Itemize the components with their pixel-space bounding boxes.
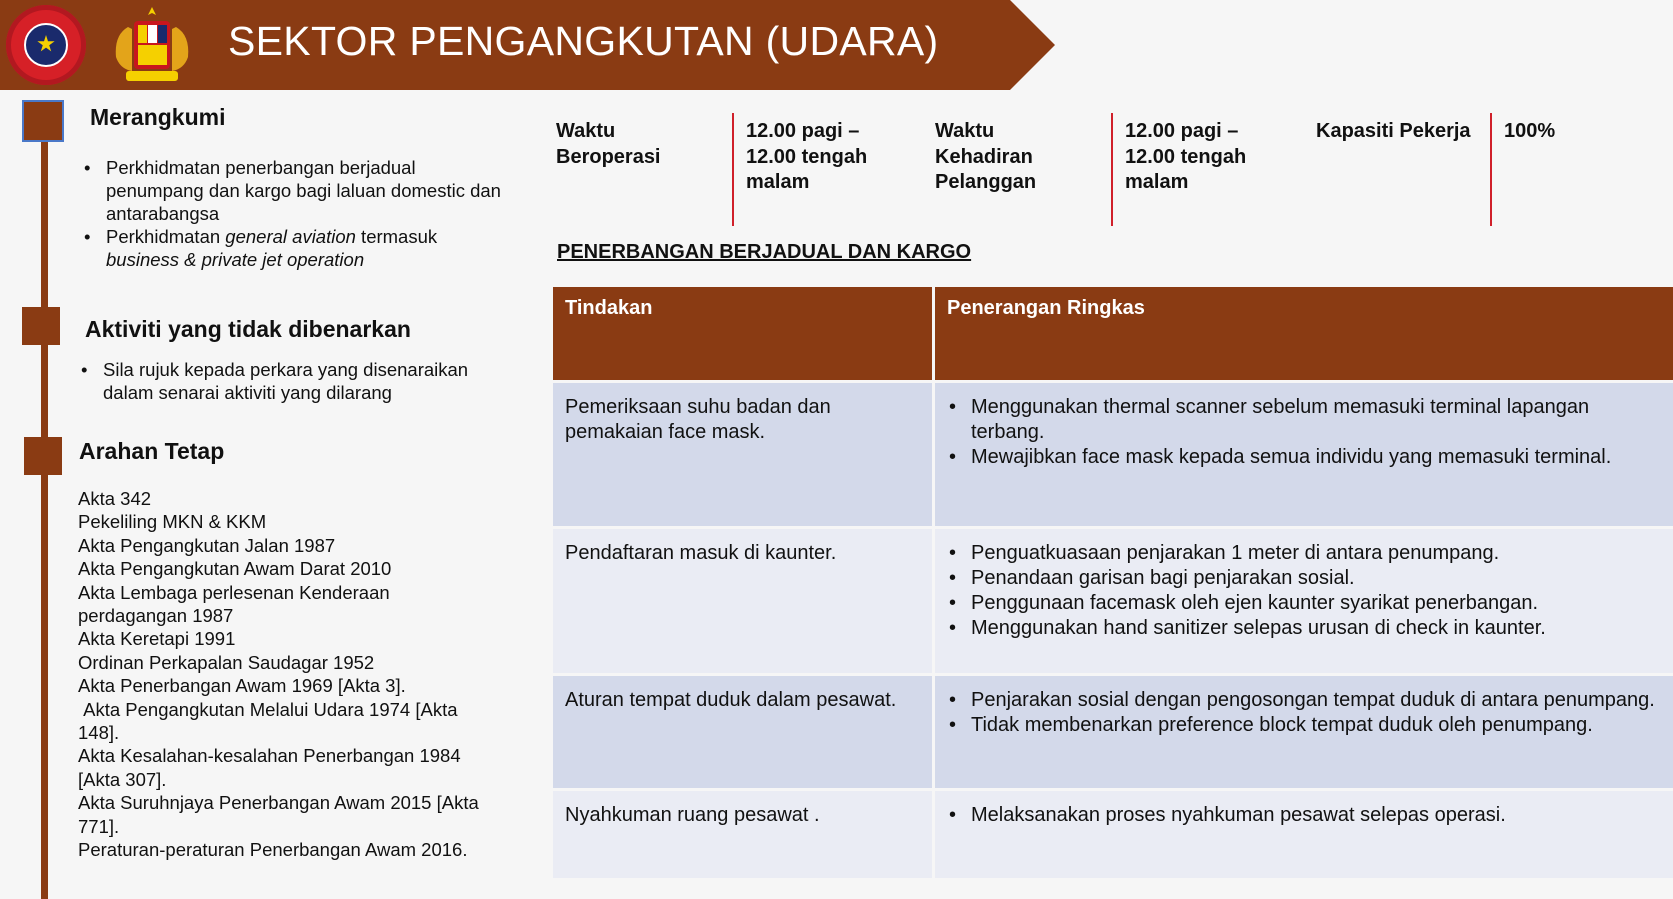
capacity-label: Kapasiti Pekerja: [1316, 120, 1471, 142]
list-item: • Penggunaan facemask oleh ejen kaunter syarikat penerbangan.: [947, 591, 1663, 616]
list-item: • Penandaan garisan bagi penjarakan sosial.: [947, 566, 1663, 591]
attendance-hours-value: 12.00 pagi – 12.00 tengah malam: [1125, 120, 1247, 193]
coat-of-arms-logo: [98, 5, 206, 85]
list-item: • Sila rujuk kepada perkara yang disenaraikan dalam senarai aktiviti yang dilarang: [79, 358, 509, 404]
operating-hours-value: 12.00 pagi – 12.00 tengah malam: [746, 120, 868, 193]
timeline-marker: [22, 307, 60, 345]
summary-title: Merangkumi: [90, 104, 226, 130]
directive-line: Pekeliling MKN & KKM: [78, 511, 267, 533]
list-item: • Perkhidmatan penerbangan berjadual penumpang dan kargo bagi laluan domestic dan antarabangsa: [82, 156, 502, 225]
divider: [1111, 113, 1113, 226]
timeline-marker: [24, 102, 62, 140]
list-item: • Penjarakan sosial dengan pengosongan tempat duduk di antara penumpang.: [947, 688, 1663, 713]
directive-line: Akta Suruhnjaya Penerbangan Awam 2015 [Akta 771].: [78, 792, 484, 837]
table-row-action: Pemeriksaan suhu badan dan pemakaian face mask.: [553, 383, 932, 526]
timeline-marker: [24, 437, 62, 475]
directive-line: Akta Lembaga perlesenan Kenderaan perdagangan 1987: [78, 581, 395, 627]
directive-line: Akta 342: [78, 488, 152, 509]
list-item: • Melaksanakan proses nyahkuman pesawat selepas operasi.: [947, 803, 1663, 828]
timeline-bar: [41, 108, 48, 899]
directive-line: Peraturan-peraturan Penerbangan Awam 2016.: [78, 839, 468, 861]
table-header-cell: Tindakan: [553, 287, 932, 380]
table-subheading: PENERBANGAN BERJADUAL DAN KARGO: [557, 241, 972, 263]
divider: [1490, 113, 1492, 226]
table-row-details: [935, 383, 1673, 526]
summary-list: [82, 156, 502, 271]
prohibited-title: Aktiviti yang tidak dibenarkan: [85, 316, 411, 342]
directive-line: Akta Pengangkutan Awam Darat 2010: [78, 558, 392, 580]
list-item: • Menggunakan hand sanitizer selepas urusan di check in kaunter.: [947, 616, 1663, 641]
capacity-value: 100%: [1504, 120, 1556, 142]
page-title: SEKTOR PENGANGKUTAN (UDARA): [228, 18, 939, 64]
table-row-details: [935, 676, 1673, 788]
prohibited-list: [79, 358, 509, 404]
table-header-cell: Penerangan Ringkas: [935, 287, 1673, 380]
table-row-details: [935, 529, 1673, 673]
directive-line: Akta Pengangkutan Jalan 1987: [78, 534, 336, 556]
directive-line: Akta Pengangkutan Melalui Udara 1974 [Akta 148].: [78, 698, 463, 744]
directives-title: Arahan Tetap: [79, 438, 225, 464]
divider: [732, 113, 734, 226]
directive-line: Ordinan Perkapalan Saudagar 1952: [78, 651, 375, 673]
table-row-action: Nyahkuman ruang pesawat .: [553, 791, 932, 878]
table-row-action: Aturan tempat duduk dalam pesawat.: [553, 676, 932, 788]
directive-line: Akta Kesalahan-kesalahan Penerbangan 1984 [Akta 307].: [78, 745, 466, 790]
directives-list: [78, 487, 518, 862]
list-item: • Perkhidmatan general aviation termasuk business & private jet operation: [82, 225, 502, 271]
directive-line: Akta Keretapi 1991: [78, 628, 236, 650]
attendance-hours-label: Waktu Kehadiran Pelanggan: [935, 120, 1037, 193]
nsc-logo: [6, 5, 86, 85]
list-item: • Menggunakan thermal scanner sebelum memasuki terminal lapangan terbang.: [947, 395, 1663, 445]
directive-line: Akta Penerbangan Awam 1969 [Akta 3].: [78, 675, 406, 697]
operating-hours-label: Waktu Beroperasi: [556, 120, 661, 168]
list-item: • Penguatkuasaan penjarakan 1 meter di antara penumpang.: [947, 541, 1663, 566]
list-item: • Mewajibkan face mask kepada semua individu yang memasuki terminal.: [947, 445, 1663, 470]
table-row-details: [935, 791, 1673, 878]
table-row-action: Pendaftaran masuk di kaunter.: [553, 529, 932, 673]
list-item: • Tidak membenarkan preference block tempat duduk oleh penumpang.: [947, 713, 1663, 738]
